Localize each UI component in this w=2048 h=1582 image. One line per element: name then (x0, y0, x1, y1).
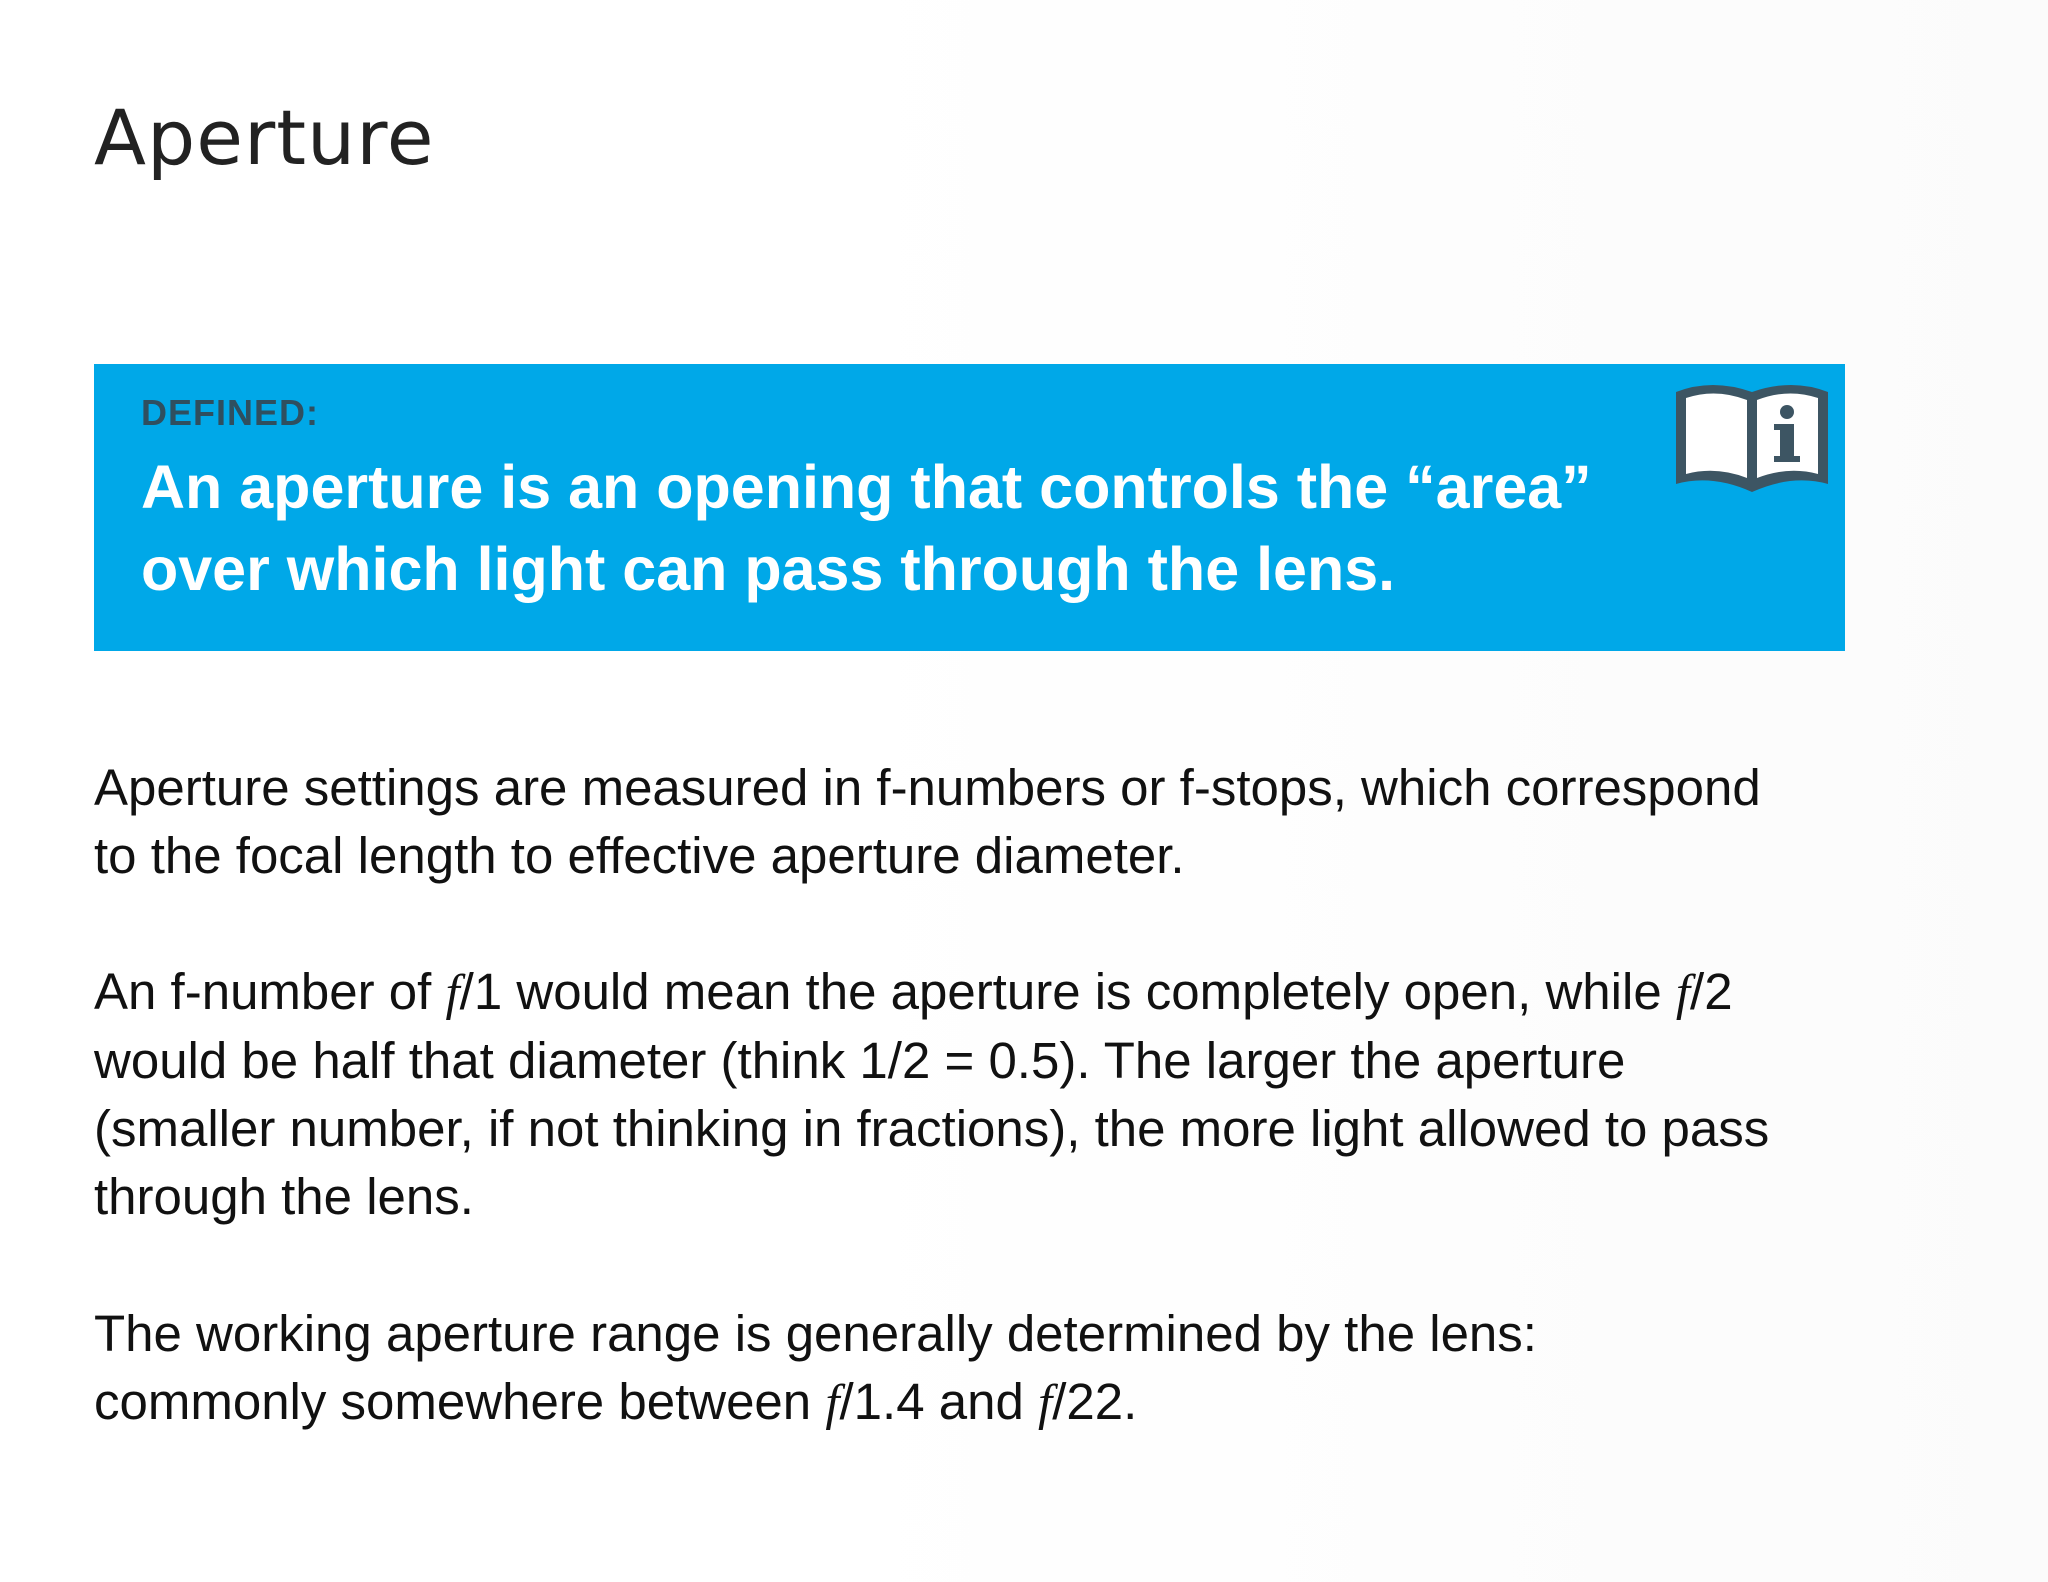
definition-box (94, 364, 1845, 651)
definition-label: DEFINED: (141, 392, 319, 433)
text-segment: /1 would mean the aperture is completely open, while (459, 963, 1676, 1020)
f-symbol: f (445, 965, 460, 1021)
page-title: Aperture (94, 93, 435, 182)
text-segment: The working aperture range is generally determined by the lens: commonly somewhere between (94, 1305, 1537, 1430)
f-symbol: f (1675, 965, 1691, 1021)
text-segment: /1.4 and (839, 1373, 1039, 1430)
paragraph-working-range (94, 1300, 1774, 1437)
f-symbol: f (1038, 1375, 1053, 1431)
paragraph-f1-f2 (94, 958, 1774, 1231)
book-info-icon (1672, 378, 1832, 498)
paragraph-fnumbers: Aperture settings are measured in f-numbers or f-stops, which correspond to the focal length to effective aperture diameter. (94, 759, 1761, 884)
f-symbol: f (825, 1375, 840, 1431)
definition-text: An aperture is an opening that controls the “area” over which light can pass through the lens. (141, 453, 1592, 603)
text-segment: /22. (1052, 1373, 1138, 1430)
text-segment: /2 would be half that diameter (think 1/2 = 0.5). The larger the aperture (smaller number, if not thinking in fractions), the more light allowed to pass through the lens. (94, 963, 1770, 1225)
text-segment: An f-number of (94, 963, 446, 1020)
